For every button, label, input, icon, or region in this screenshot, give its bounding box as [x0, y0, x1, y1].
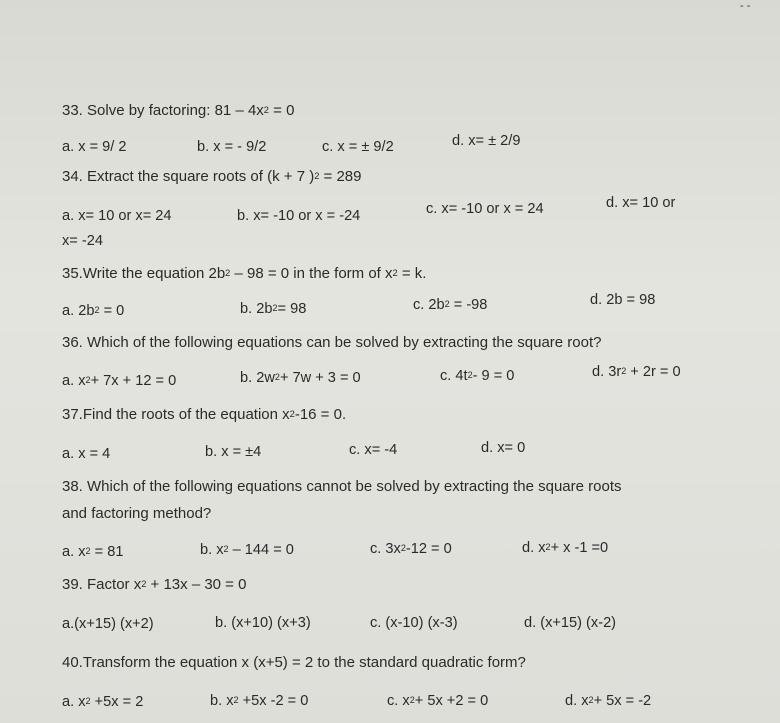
question-38-continuation: and factoring method? [62, 505, 212, 522]
q40-choice-a: a. $x^2 +5x = 2$ [62, 694, 144, 710]
q36-choice-d: d. $3r^2 + 2r = 0$ [592, 364, 681, 380]
q38-choice-c: c. $3x^2-12 = 0$ [370, 541, 452, 557]
q34-choice-a: a. x= 10 or x= 24 [62, 208, 172, 224]
question-35: 35.Write the equation $2b^2 - 98 = 0$ in the form of $x^2 = k$. [62, 265, 427, 282]
q34-choice-c: c. x= -10 or x = 24 [426, 201, 544, 217]
q36-choice-a: a. $x^2+ 7x + 12 = 0$ [62, 373, 177, 389]
q33-choice-b: b. x = - 9/2 [197, 139, 267, 155]
q34-choice-d-continuation: x= -24 [62, 233, 103, 249]
q33-choice-a: a. x = 9/ 2 [62, 139, 127, 155]
q35-choice-b: b. $2b^2= 98$ [240, 301, 307, 317]
q35-choice-c: c. $2b^2 = -98$ [413, 297, 488, 313]
q39-choice-c: c. (x-10) (x-3) [370, 615, 458, 631]
corner-mark: - - [740, 0, 751, 12]
q33-choice-d: d. x= ± 2/9 [452, 133, 521, 149]
q38-choice-b: b. $x^2 - 144 = 0$ [200, 542, 294, 558]
q40-choice-c: c. $x^2+ 5x +2 = 0$ [387, 693, 489, 709]
q38-choice-d: d. $x^2+ x$ -1 =0 [522, 540, 609, 556]
question-33: 33. Solve by factoring: $81 - 4x^2 = 0$ [62, 102, 295, 119]
question-39: 39. Factor $x^2 + 13x - 30 = 0$ [62, 576, 247, 593]
q37-choice-d: d. x= 0 [481, 440, 526, 456]
q39-choice-a: a.(x+15) (x+2) [62, 616, 154, 632]
q37-choice-a: a. x = 4 [62, 446, 111, 462]
question-40: 40.Transform the equation x (x+5) = 2 to the standard quadratic form? [62, 654, 526, 671]
q40-choice-d: d. $x^2+ 5x = -2$ [565, 693, 652, 709]
q39-choice-b: b. (x+10) (x+3) [215, 615, 311, 631]
q36-choice-c: c. $4t^2-$ 9 = 0 [440, 368, 515, 384]
q39-choice-d: d. (x+15) (x-2) [524, 615, 617, 631]
q35-choice-a: a. $2b^2 = 0$ [62, 303, 125, 319]
q37-choice-b: b. x = ±4 [205, 444, 262, 460]
q40-choice-b: b. $x^2 +5x$ -2 = 0 [210, 693, 309, 709]
q34-choice-d: d. x= 10 or [606, 195, 676, 211]
q38-choice-a: a. $x^2 = 81$ [62, 544, 124, 560]
q35-choice-d: d. 2b = 98 [590, 292, 656, 308]
q34-choice-b: b. x= -10 or x = -24 [237, 208, 361, 224]
question-38: 38. Which of the following equations cannot be solved by extracting the square roots [62, 478, 622, 495]
q36-choice-b: b. $2w^2+ 7w + 3 = 0$ [240, 370, 361, 386]
question-37: 37.Find the roots of the equation $x^2-16 = 0$. [62, 406, 347, 423]
question-34: 34. Extract the square roots of (k + 7 )$^2$ = 289 [62, 168, 362, 185]
question-36: 36. Which of the following equations can be solved by extracting the square root? [62, 334, 602, 351]
q37-choice-c: c. x= -4 [349, 442, 398, 458]
q33-choice-c: c. x = ± 9/2 [322, 139, 394, 155]
